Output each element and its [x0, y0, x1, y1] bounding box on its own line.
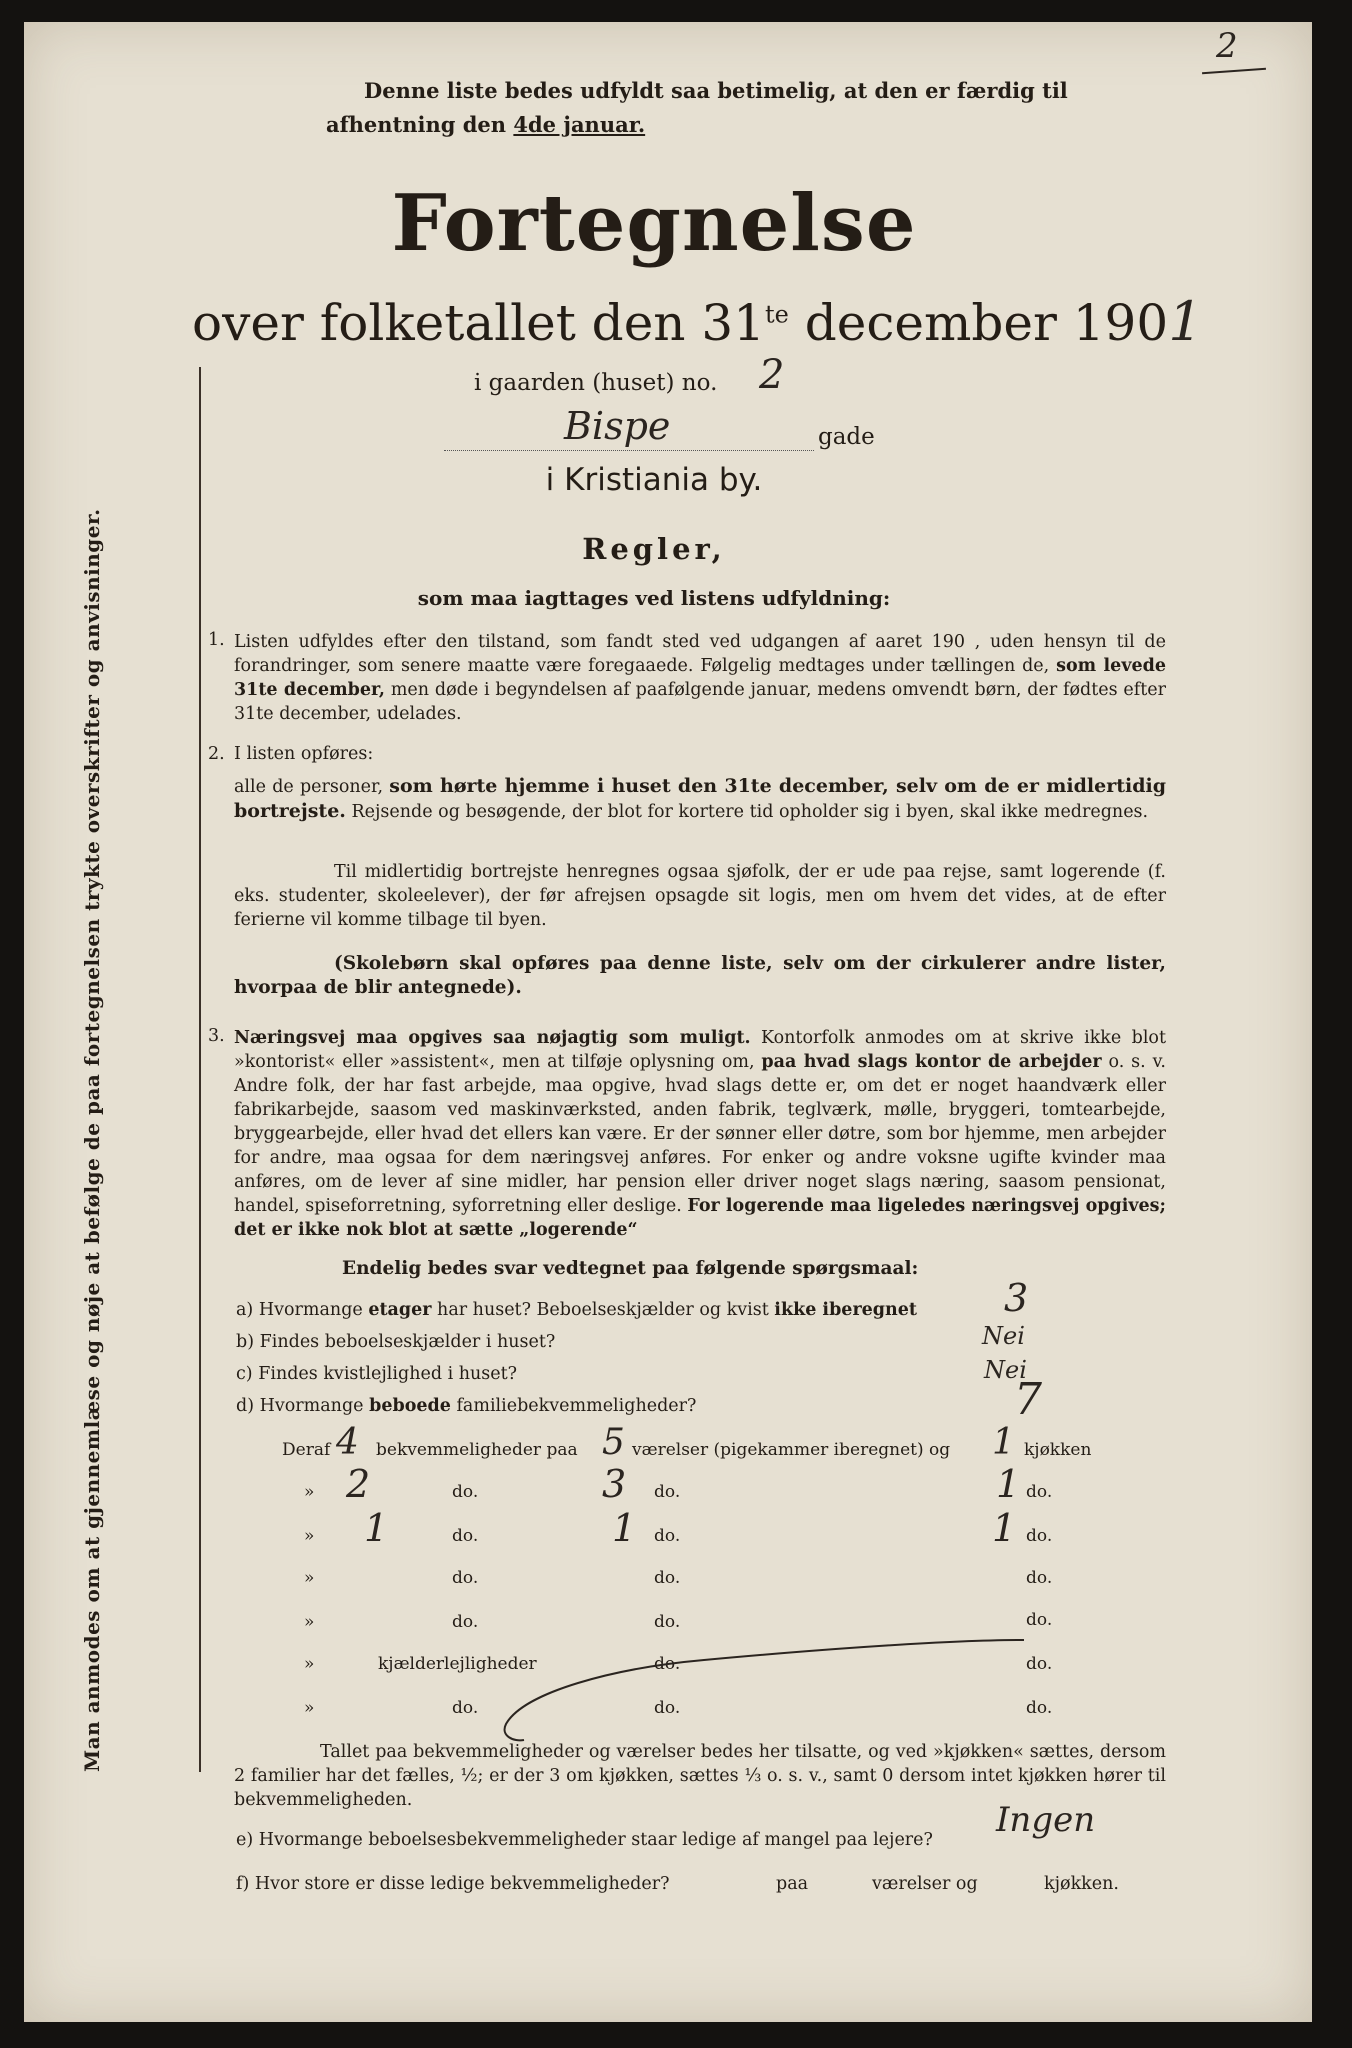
deraf-row-1-count: 4	[336, 1422, 359, 1463]
street-name-handwritten: Bispe	[564, 404, 671, 448]
page-number: 2	[1216, 26, 1238, 66]
deraf-row-1-kitchen: 1	[992, 1422, 1015, 1463]
city-line: i Kristiania by.	[545, 462, 763, 498]
form-sheet	[24, 22, 1312, 2022]
question-b-label: b)	[236, 1332, 255, 1352]
street-line	[444, 450, 814, 452]
question-f-kjok: kjøkken.	[1044, 1874, 1119, 1894]
answer-e-handwritten: Ingen	[996, 1800, 1096, 1840]
question-f	[236, 1874, 669, 1894]
row-7-do-2: do.	[654, 1698, 681, 1718]
questions-heading: Endelig bedes svar vedtegnet paa følgende spørgsmaal:	[342, 1258, 919, 1279]
rule-1-c: men døde i begyndelsen af paafølgende januar, medens omvendt børn, der fødtes efter 31te december, udelades.	[234, 680, 1167, 724]
question-d-post: familiebekvemmeligheder?	[450, 1396, 697, 1416]
page-title: Fortegnelse	[391, 178, 917, 269]
rule-3-text	[234, 1026, 1166, 1242]
deraf-row-3-count: 1	[364, 1506, 389, 1550]
question-c	[236, 1364, 517, 1384]
rule-3-b: Kontorfolk anmodes om at skrive ikke blot »kontorist« eller »assistent«, men at tilføje oplysning om,	[234, 1028, 1166, 1072]
row-4-do-2: do.	[654, 1568, 681, 1588]
row-3-do-3: do.	[1026, 1526, 1053, 1546]
question-a-bold-2: ikke iberegnet	[774, 1300, 917, 1320]
row-7-mark: »	[304, 1698, 315, 1718]
answer-d-handwritten: 7	[1014, 1374, 1042, 1425]
rule-1-b: som levede 31te december,	[234, 656, 1166, 700]
row-7-do-1: do.	[452, 1698, 479, 1718]
row-5-do-2: do.	[654, 1612, 681, 1632]
deraf-row-2-rooms: 3	[602, 1462, 627, 1506]
year-handwritten: 1	[1168, 290, 1203, 353]
row-5-mark: »	[304, 1612, 315, 1632]
rule-1-a: Listen udfyldes efter den tilstand, som fandt sted ved udgangen af aaret 190 , uden hensyn til de forandringer, som senere maatte være foregaaede. Følgelig medtages under tællingen de,	[234, 632, 1166, 676]
deraf-row-3-kitchen: 1	[992, 1506, 1017, 1550]
rule-2-intro: I listen opføres:	[234, 744, 374, 764]
question-d	[236, 1396, 696, 1416]
row-3-mark: »	[304, 1526, 315, 1546]
answer-a-handwritten: 3	[1004, 1276, 1029, 1320]
deraf-bekv-label: bekvemmeligheder paa	[376, 1440, 578, 1460]
rule-2-b: som hørte hjemme i huset den 31te december, selv om de er midlertidig bortrejste.	[234, 775, 1166, 822]
row-2-do-3: do.	[1026, 1482, 1053, 1502]
rule-3-d: o. s. v. Andre folk, der har fast arbejde, maa opgive, hvad slags dette er, om det er noget haandværk eller fabrikarbejde, saasom ved maskinværksted, anden fabrik, teglværk, mølle, bryggeri, tomtearbejde, bryggearbejde, eller hvad det ellers kan være. Er der sønner eller døtre, som bor hjemme, men arbejder for andre, maa ogsaa for dem næringsvej anføres. For enker og andre voksne ugifte kvinder maa anføres, om de lever af sine midler, har pension eller driver noget slags næring, saasom pensionat, handel, spiseforretning, syforretning eller deslige.	[234, 1052, 1166, 1216]
rule-3-a: Næringsvej maa opgives saa nøjagtig som muligt.	[234, 1028, 751, 1048]
deraf-vaer-label: værelser (pigekammer iberegnet) og	[632, 1440, 951, 1460]
rule-2-paragraph-3: (Skolebørn skal opføres paa denne liste, selv om der cirkulerer andre lister, hvorpaa de blir antegnede).	[234, 953, 1166, 998]
rule-2-number: 2.	[208, 744, 225, 764]
notice-date: 4de januar.	[513, 112, 646, 137]
question-f-vaer: værelser og	[872, 1874, 978, 1894]
side-instruction: Man anmodes om at gjennemlæse og nøje at befølge de paa fortegnelsen trykte overskrifter og anvisninger.	[80, 508, 104, 1772]
kitchen-note: Tallet paa bekvemmeligheder og værelser bedes her tilsatte, og ved »kjøkken« sættes, dersom 2 familier har det fælles, ½; er der 3 om kjøkken, sættes ⅓ o. s. v., samt 0 dersom intet kjøkken hører til bekvemmeligheden.	[234, 1742, 1166, 1810]
question-a-label: a)	[236, 1300, 254, 1320]
side-rule	[199, 367, 201, 1772]
subtitle	[192, 290, 1203, 353]
subtitle-text: over folketallet den 31	[192, 294, 765, 352]
rule-2-text	[234, 774, 1166, 824]
question-f-label: f)	[236, 1874, 250, 1894]
question-b-text: Findes beboelseskjælder i huset?	[259, 1332, 556, 1352]
row-2-do-2: do.	[654, 1482, 681, 1502]
question-f-text: Hvor store er disse ledige bekvemmeligheder?	[254, 1874, 670, 1894]
question-c-label: c)	[236, 1364, 253, 1384]
rule-1-text	[234, 630, 1166, 726]
rule-3-number: 3.	[208, 1026, 225, 1046]
row-5-do-3: do.	[1026, 1610, 1053, 1630]
handwritten-strike-curve	[494, 1602, 1034, 1752]
question-e-label: e)	[236, 1830, 254, 1850]
notice-line-2-prefix: afhentning den	[326, 112, 514, 137]
rule-3-c: paa hvad slags kontor de arbejder	[761, 1052, 1102, 1072]
row-4-mark: »	[304, 1568, 315, 1588]
question-e-text: Hvormange beboelsesbekvemmeligheder staar ledige af mangel paa lejere?	[258, 1830, 933, 1850]
deraf-row-3-rooms: 1	[612, 1506, 637, 1550]
kjaelder-label: kjælderlejligheder	[378, 1654, 537, 1674]
deraf-row-1-rooms: 5	[602, 1422, 625, 1463]
answer-b-handwritten: Nei	[982, 1322, 1025, 1350]
deraf-kjok-label: kjøkken	[1024, 1440, 1092, 1460]
question-a	[236, 1300, 917, 1320]
question-d-pre: Hvormange	[259, 1396, 370, 1416]
deraf-row-2-kitchen: 1	[996, 1462, 1021, 1506]
subtitle-text-2: december 190	[788, 294, 1169, 352]
row-3-do-2: do.	[654, 1526, 681, 1546]
row-5-do-1: do.	[452, 1612, 479, 1632]
rules-subheading: som maa iagttages ved listens udfyldning:	[417, 586, 891, 610]
row-4-do-3: do.	[1026, 1568, 1053, 1588]
question-d-label: d)	[236, 1396, 255, 1416]
rule-3-e: For logerende maa ligeledes næringsvej opgives; det er ikke nok blot at sætte „logerende“	[234, 1196, 1166, 1240]
notice-line-2	[326, 112, 645, 137]
row-6-mark: »	[304, 1654, 315, 1674]
row-2-mark: »	[304, 1482, 315, 1502]
question-f-paa: paa	[776, 1874, 809, 1894]
question-a-bold: etager	[368, 1300, 432, 1320]
house-label: i gaarden (huset) no.	[474, 370, 718, 396]
row-4-do-1: do.	[452, 1568, 479, 1588]
rules-heading: Regler,	[582, 532, 726, 566]
question-b	[236, 1332, 555, 1352]
row-3-do-1: do.	[452, 1526, 479, 1546]
house-number-handwritten: 2	[759, 352, 785, 398]
page-number-underline	[1202, 68, 1266, 74]
row-6-do-3: do.	[1026, 1654, 1053, 1674]
rule-2-c: Rejsende og besøgende, der blot for kortere tid opholder sig i byen, skal ikke medregnes.	[345, 802, 1149, 822]
subtitle-sup: te	[765, 300, 789, 329]
street-label: gade	[818, 424, 875, 450]
deraf-row-2-count: 2	[346, 1462, 371, 1506]
question-a-mid: har huset? Beboelseskjælder og kvist	[431, 1300, 775, 1320]
row-6-do-2: do.	[654, 1654, 681, 1674]
answer-c-handwritten: Nei	[984, 1356, 1027, 1384]
row-7-do-3: do.	[1026, 1698, 1053, 1718]
rule-1-number: 1.	[208, 630, 225, 650]
rule-2-paragraph-2: Til midlertidig bortrejste henregnes ogsaa sjøfolk, der er ude paa rejse, samt logerende (f. eks. studenter, skoleelever), der før afrejsen opsagde sit logis, men om hvem det vides, at de efter ferierne vil komme tilbage til byen.	[234, 862, 1166, 930]
question-a-pre: Hvormange	[258, 1300, 369, 1320]
question-c-text: Findes kvistlejlighed i huset?	[258, 1364, 518, 1384]
question-d-bold: beboede	[369, 1396, 451, 1416]
deraf-word: Deraf	[282, 1440, 331, 1460]
notice-line-1: Denne liste bedes udfyldt saa betimelig, at den er færdig til	[364, 78, 1068, 103]
question-e	[236, 1830, 933, 1850]
rule-2-a: alle de personer,	[234, 777, 390, 797]
row-2-do-1: do.	[452, 1482, 479, 1502]
